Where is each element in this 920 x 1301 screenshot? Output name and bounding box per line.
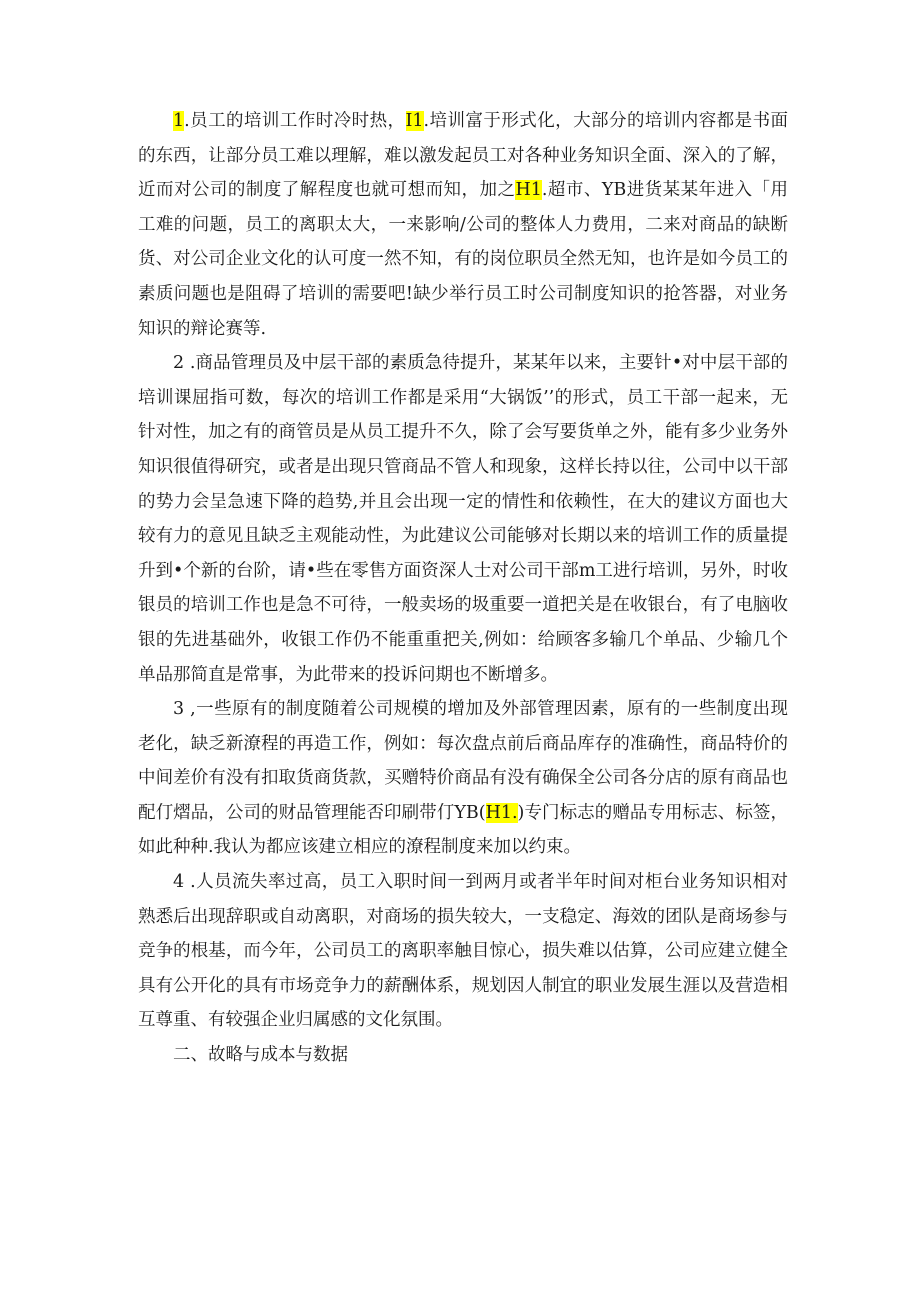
paragraph-1-seg-1: .员工的培训工作时冷时热， [184, 111, 406, 131]
paragraph-1 [138, 104, 788, 346]
paragraph-3-seg-2: )专门标志的赠品专用标志、标签，如此种种.我认为都应该建立相应的潦程制度来加以约束。 [138, 802, 788, 858]
paragraph-4-seg-0: 4 .人员流失率过高，员工入职时间一到两月或者半年时间对柜台业务知识相对熟悉后出现辞职或自动离职，对商场的损失较大，一支稳定、海效的团队是商场参与竞争的根基，而今年，公司员工的离职率触目惊心，损失难以估算，公司应建立健全具有公开化的具有市场竞争力的薪酬体系，规划因人制宜的职业发展生涯以及营造相互尊重、有较强企业归属感的文化氛围。 [138, 872, 788, 1031]
section-heading: 二、故略与成本与数据 [173, 1045, 348, 1066]
paragraph-1-seg-4: H1 [515, 180, 542, 201]
paragraph-1-seg-2: I1 [405, 111, 424, 131]
paragraph-1-seg-5: .超市、YB进货某某年进入「用工难的问题，员工的离职太大，一来影响/公司的整体人力费用，二来对商品的缺断货、对公司企业文化的认可度一然不知，有的岗位职员全然无知，也许是如今员工的素质问题也是阻碍了培训的需要吧!缺少举行员工时公司制度知识的抢答器，对业务知识的辩论赛等. [138, 180, 788, 339]
paragraph-3 [138, 692, 788, 865]
paragraph-3-seg-0: 3 ,一些原有的制度随着公司规模的增加及外部管理因素，原有的一些制度出现老化，缺乏新潦程的再造工作，例如：每次盘点前后商品库存的准确性，商品特价的中间差价有没有扣取货商货款，买赠特价商品有没有确保全公司各分店的原有商品也配仃熠品，公司的财品管理能否印刷带仃YB( [138, 699, 788, 823]
paragraph-1-seg-3: .培训富于形式化，大部分的培训内容都是书面的东西，让部分员工难以理解，难以激发起员工对各种业务知识全面、深入的了解，近而对公司的制度了解程度也就可想而知，加之 [138, 111, 789, 201]
paragraph-2-seg-0: 2 .商品管理员及中层干部的素质急待提升，某某年以来，主要针•对中层干部的培训课屈指可数，每次的培训工作都是采用“大锅饭’’的形式，员工干部一起来，无针对性，加之有的商管员是从员工提升不久，除了会写要货单之外，能有多少业务外知识很值得研究，或者是出现只管商品不管人和现象，这样长持以往，公司中以干部的势力会呈急速下降的趋势,并且会出现一定的情性和依赖性，在大的建议方面也大较有力的意见且缺乏主观能动性，为此建议公司能够对长期以来的培训工作的质量提升到•个新的台阶，请•些在零售方面资深人士对公司干部m工进行培训，另外，时收银员的培训工作也是急不可待，一般卖场的圾重要一道把关是在收银台，有了电脑收银的先进基础外，收银工作仍不能重重把关,例如：给顾客多输几个单品、少输几个单品那简直是常事，为此带来的投诉问期也不断增多。 [138, 353, 788, 685]
document-body [138, 104, 788, 1073]
paragraph-3-seg-1: H1. [485, 802, 518, 823]
paragraph-4 [138, 865, 788, 1038]
paragraph-1-seg-0: 1 [173, 111, 185, 131]
paragraph-2 [138, 346, 788, 692]
